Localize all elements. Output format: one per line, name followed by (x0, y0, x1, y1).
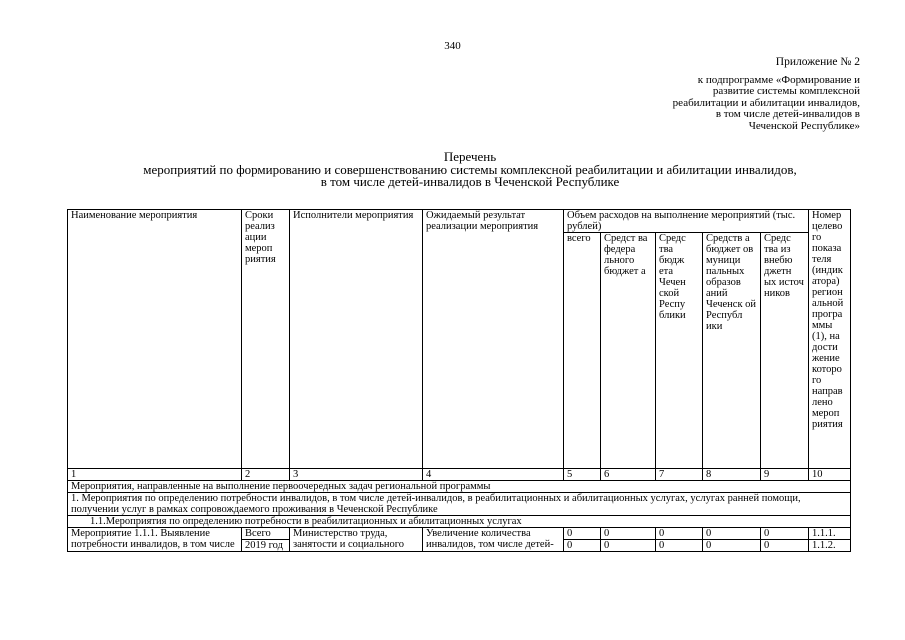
indicator-cell: 1.1.2. (809, 540, 851, 552)
value-cell: 0 (601, 528, 656, 540)
heading-title: Перечень (443, 149, 497, 164)
column-numbers-row (68, 469, 851, 481)
measure-term: Всего (242, 528, 290, 540)
col-number: 10 (809, 469, 851, 481)
col-number: 5 (564, 469, 601, 481)
header-expenses: Объем расходов на выполнение мероприятий (тыс. рублей) (564, 210, 809, 233)
appendix-line: реабилитации и абилитации инвалидов, (672, 96, 860, 109)
section-row (68, 493, 851, 516)
indicator-cell: 1.1.1. (809, 528, 851, 540)
subsection-row-text: 1.1.Мероприятия по определению потребности в реабилитационных и абилитационных услугах (68, 516, 851, 528)
header-total: всего (564, 233, 601, 469)
measure-name: Мероприятие 1.1.1. Выявление потребности инвалидов, в том числе (68, 528, 242, 552)
col-number: 6 (601, 469, 656, 481)
appendix-line: развитие системы комплексной (712, 85, 860, 97)
col-number: 8 (703, 469, 761, 481)
appendix-line: к подпрограмме «Формирование и (697, 73, 860, 86)
heading-subtitle: мероприятий по формированию и совершенствованию системы комплексной реабилитации и абилитации инвалидов, (143, 161, 797, 177)
measure-row (68, 528, 851, 540)
subsection-row (68, 516, 851, 528)
header-name: Наименование мероприятия (68, 210, 242, 469)
value-cell: 0 (601, 540, 656, 552)
col-number: 2 (242, 469, 290, 481)
value-cell: 0 (761, 528, 809, 540)
header-municipal: Средств а бюджет ов муници пальных образов аний Чеченск ой Республ ики (703, 233, 761, 469)
header-result: Ожидаемый результат реализации мероприятия (423, 210, 564, 469)
value-cell: 0 (703, 540, 761, 552)
col-number: 4 (423, 469, 564, 481)
header-executors: Исполнители мероприятия (290, 210, 423, 469)
value-cell: 0 (761, 540, 809, 552)
appendix-title: Приложение № 2 (775, 56, 860, 68)
header-terms: Сроки реализ ации мероп риятия (242, 210, 290, 469)
section-row (68, 481, 851, 493)
header-offbudget: Средс тва из внебю джетн ых источ ников (761, 233, 809, 469)
col-number: 3 (290, 469, 423, 481)
measure-executors: Министерство труда, занятости и социального (290, 528, 423, 552)
appendix-line: в том числе детей-инвалидов в (715, 108, 860, 120)
value-cell: 0 (656, 528, 703, 540)
page-number: 340 (444, 40, 461, 52)
measure-result: Увеличение количества инвалидов, том числе детей- (423, 528, 564, 552)
measures-table (67, 209, 851, 552)
header-republic: Средс тва бюдж ета Чечен ской Респу блики (656, 233, 703, 469)
value-cell: 0 (703, 528, 761, 540)
value-cell: 0 (564, 528, 601, 540)
heading-subtitle-cont: в том числе детей-инвалидов в Чеченской Республике (320, 174, 620, 189)
col-number: 7 (656, 469, 703, 481)
col-number: 1 (68, 469, 242, 481)
appendix-block (600, 57, 860, 132)
section-row-text: 1. Мероприятия по определению потребности инвалидов, в том числе детей-инвалидов, в реабилитационных и абилитационных услугах, услугах ранней помощи, получении услуг в рамках сопровождаемого проживания в Чеченской Республике (68, 493, 851, 516)
appendix-line: Чеченской Республике» (748, 119, 860, 132)
value-cell: 0 (564, 540, 601, 552)
measure-term: 2019 год (242, 540, 290, 552)
value-cell: 0 (656, 540, 703, 552)
header-federal: Средст ва федера льного бюджет а (601, 233, 656, 469)
section-row-text: Мероприятия, направленные на выполнение первоочередных задач региональной программы (68, 481, 851, 493)
header-indicator: Номер целево го показа теля (индик атора) регион альной програ ммы (1), на дости жение которо го направ лено мероп риятия (809, 210, 851, 469)
document-heading (60, 151, 880, 189)
col-number: 9 (761, 469, 809, 481)
